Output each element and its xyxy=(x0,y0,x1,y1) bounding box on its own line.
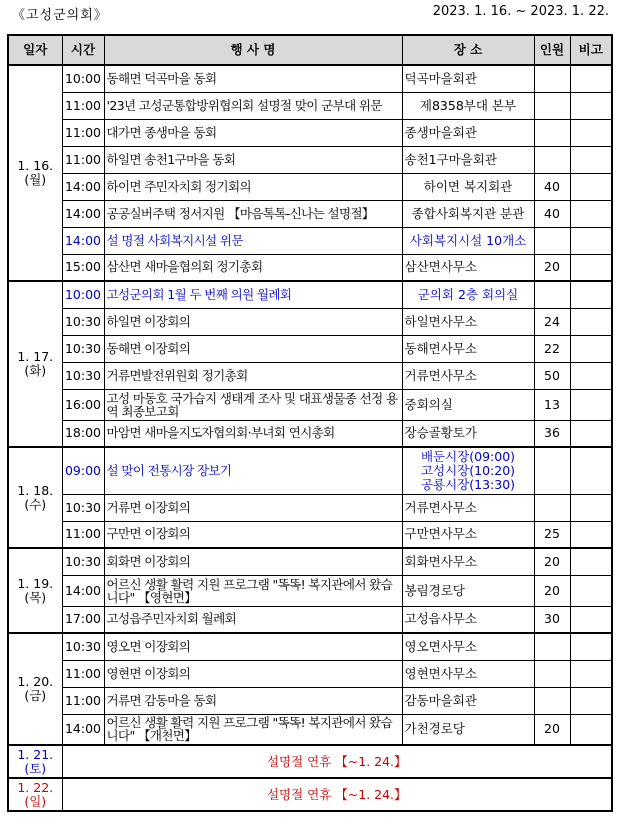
event-time: 10:30 xyxy=(62,362,104,389)
document-header xyxy=(0,0,617,34)
day-date: 1. 18. xyxy=(17,482,54,498)
event-note xyxy=(570,92,612,119)
event-attendees: 25 xyxy=(534,521,570,548)
holiday-row xyxy=(8,778,612,811)
event-note xyxy=(570,281,612,308)
schedule-table xyxy=(7,34,613,812)
event-note xyxy=(570,335,612,362)
event-attendees xyxy=(534,146,570,173)
event-place: 덕곡마을회관 xyxy=(402,65,534,92)
event-time: 10:30 xyxy=(62,548,104,575)
event-attendees: 20 xyxy=(534,254,570,281)
event-attendees xyxy=(534,92,570,119)
event-time: 10:30 xyxy=(62,633,104,660)
event-place: 고성읍사무소 xyxy=(402,606,534,633)
event-name: 대가면 종생마을 동회 xyxy=(104,119,402,146)
event-time: 14:00 xyxy=(62,227,104,254)
event-attendees xyxy=(534,494,570,521)
day-of-week: (월) xyxy=(24,172,47,187)
table-row xyxy=(8,447,612,494)
event-place: 영현면사무소 xyxy=(402,660,534,687)
event-note xyxy=(570,308,612,335)
event-name: 거류면 이장회의 xyxy=(104,494,402,521)
event-name: 고성군의회 1월 두 번째 의원 월례회 xyxy=(104,281,402,308)
day-date: 1. 20. xyxy=(17,674,54,689)
event-attendees xyxy=(534,687,570,714)
table-row xyxy=(8,420,612,447)
schedule-body xyxy=(8,65,612,811)
event-note xyxy=(570,173,612,200)
event-name: 하일면 이장회의 xyxy=(104,308,402,335)
table-row xyxy=(8,173,612,200)
event-attendees xyxy=(534,227,570,254)
table-row xyxy=(8,575,612,606)
table-row xyxy=(8,389,612,420)
event-attendees: 30 xyxy=(534,606,570,633)
day-date-cell xyxy=(8,633,62,745)
event-place: 송천1구마을회관 xyxy=(402,146,534,173)
event-place: 회화면사무소 xyxy=(402,548,534,575)
holiday-date-cell xyxy=(8,778,62,811)
event-name: 설 명절 사회복지시설 위문 xyxy=(104,227,402,254)
event-note xyxy=(570,227,612,254)
event-time: 15:00 xyxy=(62,254,104,281)
event-attendees: 50 xyxy=(534,362,570,389)
event-place: 장승골황토가 xyxy=(402,420,534,447)
col-header-event: 행 사 명 xyxy=(104,35,402,65)
col-header-time: 시간 xyxy=(62,35,104,65)
table-row xyxy=(8,494,612,521)
holiday-date-cell xyxy=(8,745,62,778)
event-name: 거류면 감동마을 동회 xyxy=(104,687,402,714)
day-date: 1. 19. xyxy=(17,575,54,591)
table-row xyxy=(8,227,612,254)
table-row xyxy=(8,548,612,575)
holiday-row xyxy=(8,745,612,778)
event-note xyxy=(570,146,612,173)
event-time: 10:00 xyxy=(62,65,104,92)
event-attendees: 40 xyxy=(534,173,570,200)
col-header-date: 일자 xyxy=(8,35,62,65)
event-note xyxy=(570,389,612,420)
event-note xyxy=(570,633,612,660)
day-date: 1. 16. xyxy=(17,158,54,173)
day-of-week: (금) xyxy=(24,688,47,703)
event-note xyxy=(570,687,612,714)
event-note xyxy=(570,254,612,281)
event-name: 거류면발전위원회 정기총회 xyxy=(104,362,402,389)
day-date: 1. 17. xyxy=(17,349,54,364)
schedule-period: 2023. 1. 16. ~ 2023. 1. 22. xyxy=(432,4,609,19)
event-place: 종합사회복지관 분관 xyxy=(402,200,534,227)
event-place: 중회의실 xyxy=(402,389,534,420)
event-time: 14:00 xyxy=(62,714,104,745)
table-row xyxy=(8,687,612,714)
holiday-day-of-week: (토) xyxy=(24,760,47,776)
day-date-cell xyxy=(8,281,62,447)
table-row xyxy=(8,65,612,92)
event-name: 공공실버주택 정서지원 【마음톡톡-신나는 설명절】 xyxy=(104,200,402,227)
event-name: 영현면 이장회의 xyxy=(104,660,402,687)
place-line: 고성시장(10:20) xyxy=(420,462,516,478)
event-name: 동해면 이장회의 xyxy=(104,335,402,362)
event-name: 고성 마동호 국가습지 생태계 조사 및 대표생물종 선정 용역 최종보고회 xyxy=(104,389,402,420)
day-of-week: (화) xyxy=(24,363,47,378)
table-row xyxy=(8,200,612,227)
event-place: 거류면사무소 xyxy=(402,494,534,521)
holiday-date: 1. 21. xyxy=(17,746,54,762)
event-note xyxy=(570,606,612,633)
holiday-date: 1. 22. xyxy=(17,779,54,795)
table-row xyxy=(8,335,612,362)
event-time: 11:00 xyxy=(62,146,104,173)
event-note xyxy=(570,200,612,227)
event-time: 10:00 xyxy=(62,281,104,308)
table-row xyxy=(8,714,612,745)
col-header-place: 장 소 xyxy=(402,35,534,65)
day-date-cell xyxy=(8,447,62,548)
event-name: 하이면 주민자치회 정기회의 xyxy=(104,173,402,200)
event-attendees: 20 xyxy=(534,548,570,575)
place-line: 배둔시장(09:00) xyxy=(420,448,516,464)
event-time: 10:30 xyxy=(62,308,104,335)
event-place: 동해면사무소 xyxy=(402,335,534,362)
event-place: 구만면사무소 xyxy=(402,521,534,548)
organization-title: 《고성군의회》 xyxy=(12,8,108,23)
event-attendees: 20 xyxy=(534,575,570,606)
event-note xyxy=(570,575,612,606)
table-row xyxy=(8,308,612,335)
event-time: 11:00 xyxy=(62,92,104,119)
event-name: 고성읍주민자치회 월례회 xyxy=(104,606,402,633)
event-name: 구만면 이장회의 xyxy=(104,521,402,548)
event-time: 16:00 xyxy=(62,389,104,420)
event-attendees xyxy=(534,660,570,687)
event-name: 마암면 새마을지도자협의회·부녀회 연시총회 xyxy=(104,420,402,447)
event-name: '23년 고성군통합방위협의회 설명절 맞이 군부대 위문 xyxy=(104,92,402,119)
event-note xyxy=(570,420,612,447)
col-header-attendees: 인원 xyxy=(534,35,570,65)
event-attendees: 24 xyxy=(534,308,570,335)
table-row xyxy=(8,660,612,687)
event-time: 09:00 xyxy=(62,447,104,494)
event-name: 동해면 덕곡마을 동회 xyxy=(104,65,402,92)
table-row xyxy=(8,254,612,281)
event-place: 하일면사무소 xyxy=(402,308,534,335)
event-time: 11:00 xyxy=(62,521,104,548)
holiday-day-of-week: (일) xyxy=(24,793,47,809)
event-place: 봉림경로당 xyxy=(402,575,534,606)
event-attendees xyxy=(534,119,570,146)
holiday-text: 설명절 연휴 【~1. 24.】 xyxy=(62,745,612,778)
event-time: 18:00 xyxy=(62,420,104,447)
event-time: 14:00 xyxy=(62,200,104,227)
table-row xyxy=(8,362,612,389)
holiday-text: 설명절 연휴 【~1. 24.】 xyxy=(62,778,612,811)
event-place: 제8358부대 본부 xyxy=(402,92,534,119)
event-note xyxy=(570,548,612,575)
event-name: 어르신 생활 활력 지원 프로그램 "똑똑! 복지관에서 왔습니다" 【영현면】 xyxy=(104,575,402,606)
event-attendees: 20 xyxy=(534,714,570,745)
event-time: 10:30 xyxy=(62,494,104,521)
table-row xyxy=(8,633,612,660)
day-date-cell xyxy=(8,65,62,281)
event-place: 삼산면사무소 xyxy=(402,254,534,281)
table-row xyxy=(8,606,612,633)
event-attendees: 13 xyxy=(534,389,570,420)
event-attendees: 22 xyxy=(534,335,570,362)
event-place: 영오면사무소 xyxy=(402,633,534,660)
event-time: 14:00 xyxy=(62,173,104,200)
event-time: 14:00 xyxy=(62,575,104,606)
day-of-week: (목) xyxy=(24,589,47,605)
event-place: 가천경로당 xyxy=(402,714,534,745)
event-time: 17:00 xyxy=(62,606,104,633)
event-note xyxy=(570,362,612,389)
event-attendees xyxy=(534,633,570,660)
event-place xyxy=(402,447,534,494)
event-name: 영오면 이장회의 xyxy=(104,633,402,660)
event-place: 감동마을회관 xyxy=(402,687,534,714)
event-name: 하일면 송천1구마을 동회 xyxy=(104,146,402,173)
event-note xyxy=(570,714,612,745)
event-place: 종생마을회관 xyxy=(402,119,534,146)
event-attendees: 36 xyxy=(534,420,570,447)
event-name: 삼산면 새마을협의회 정기총회 xyxy=(104,254,402,281)
day-of-week: (수) xyxy=(24,496,47,512)
day-date-cell xyxy=(8,548,62,633)
event-note xyxy=(570,521,612,548)
table-row xyxy=(8,281,612,308)
table-header-row xyxy=(8,35,612,65)
event-place: 사회복지시설 10개소 xyxy=(402,227,534,254)
table-row xyxy=(8,146,612,173)
event-name: 어르신 생활 활력 지원 프로그램 "똑똑! 복지관에서 왔습니다" 【개천면】 xyxy=(104,714,402,745)
event-attendees xyxy=(534,65,570,92)
place-line: 공룡시장(13:30) xyxy=(420,476,516,492)
event-attendees xyxy=(534,281,570,308)
event-name: 회화면 이장회의 xyxy=(104,548,402,575)
event-attendees xyxy=(534,447,570,494)
event-time: 10:30 xyxy=(62,335,104,362)
event-place: 군의회 2층 회의실 xyxy=(402,281,534,308)
event-place: 하이면 복지회관 xyxy=(402,173,534,200)
table-row xyxy=(8,92,612,119)
table-row xyxy=(8,119,612,146)
event-place: 거류면사무소 xyxy=(402,362,534,389)
event-name: 설 맞이 전통시장 장보기 xyxy=(104,447,402,494)
event-note xyxy=(570,494,612,521)
table-row xyxy=(8,521,612,548)
event-time: 11:00 xyxy=(62,119,104,146)
event-note xyxy=(570,119,612,146)
col-header-note: 비고 xyxy=(570,35,612,65)
event-attendees: 40 xyxy=(534,200,570,227)
event-time: 11:00 xyxy=(62,660,104,687)
event-time: 11:00 xyxy=(62,687,104,714)
event-note xyxy=(570,447,612,494)
event-note xyxy=(570,660,612,687)
event-note xyxy=(570,65,612,92)
